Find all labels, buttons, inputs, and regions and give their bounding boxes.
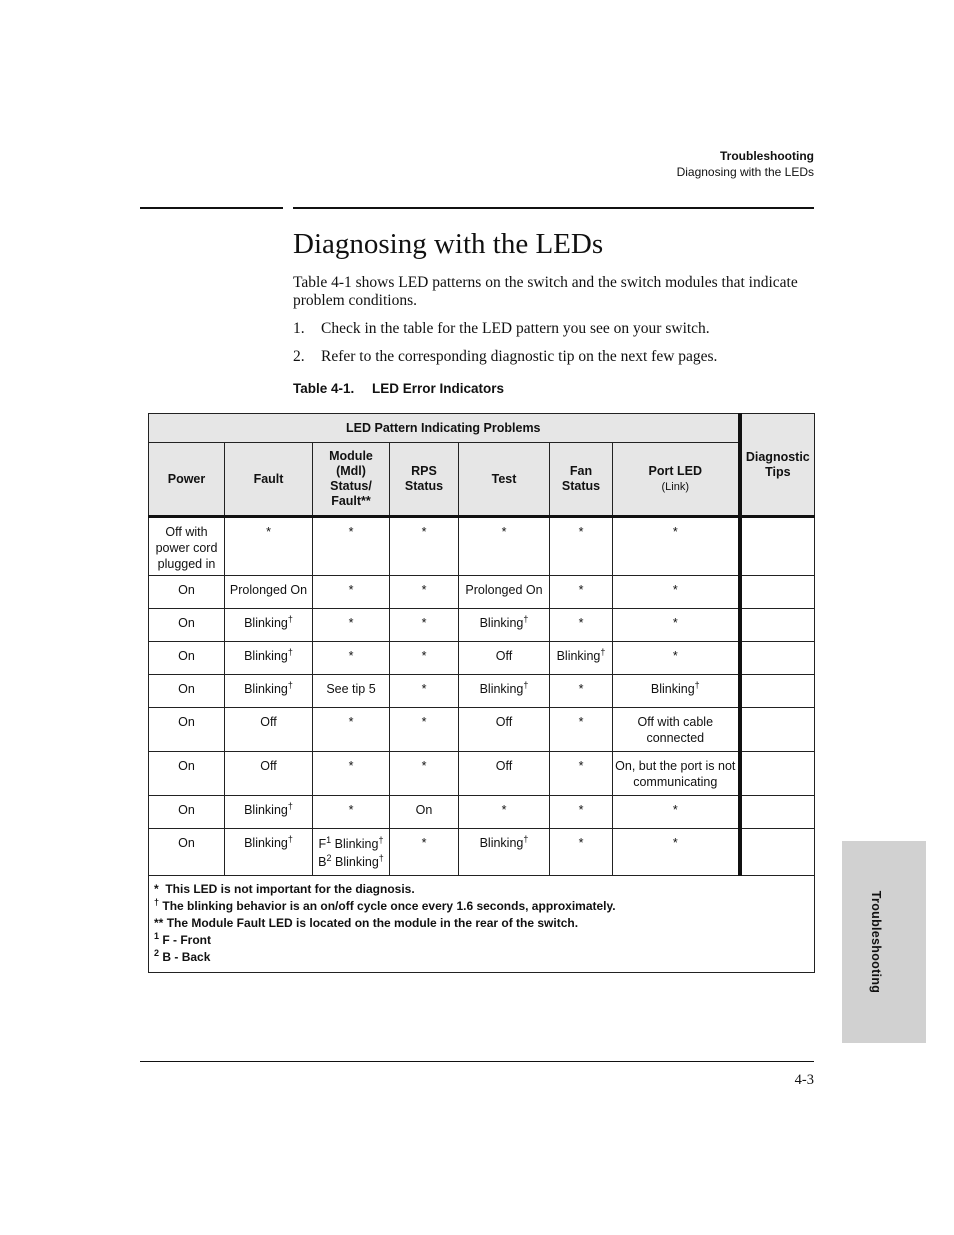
cell-test: Off: [459, 708, 550, 752]
cell-port: *: [613, 796, 740, 829]
cell-test: Off: [459, 642, 550, 675]
cell-power: On: [149, 708, 225, 752]
led-error-table: [148, 413, 815, 973]
table-row: [149, 675, 815, 708]
cell-fan: *: [550, 576, 613, 609]
cell-port: Off with cable connected: [613, 708, 740, 752]
column-header-diagnostic-tips: Diagnostic Tips: [740, 414, 815, 517]
step-item: [293, 320, 710, 338]
cell-rps: *: [390, 675, 459, 708]
table-caption-number: Table 4-1.: [293, 381, 355, 396]
table-row: [149, 576, 815, 609]
chapter-tab: [842, 841, 926, 1043]
table-row: [149, 609, 815, 642]
page-number: 4-3: [794, 1072, 814, 1088]
cell-power: On: [149, 576, 225, 609]
table-row: [149, 829, 815, 876]
cell-port: *: [613, 829, 740, 876]
cell-tips: [740, 752, 815, 796]
cell-rps: *: [390, 829, 459, 876]
cell-fault: Blinking†: [225, 675, 313, 708]
table-row: [149, 796, 815, 829]
cell-port: *: [613, 609, 740, 642]
page-title: Diagnosing with the LEDs: [293, 228, 604, 260]
cell-rps: *: [390, 576, 459, 609]
header-rule-left: [140, 207, 283, 209]
table-row: [149, 517, 815, 576]
footnote: $^2$ B - Back: [154, 948, 211, 964]
cell-tips: [740, 642, 815, 675]
cell-fan: *: [550, 609, 613, 642]
table-row: [149, 642, 815, 675]
header-rule-right: [293, 207, 814, 209]
cell-module: *: [313, 642, 390, 675]
column-header-rps: RPS Status: [390, 443, 459, 517]
cell-rps: *: [390, 517, 459, 576]
cell-fan: *: [550, 796, 613, 829]
cell-module: *: [313, 796, 390, 829]
cell-module: See tip 5: [313, 675, 390, 708]
column-header-port-led: Port LED (Link): [613, 443, 740, 517]
cell-test: Blinking†: [459, 609, 550, 642]
cell-fault: Blinking†: [225, 796, 313, 829]
footnote: $^1$ F - Front: [154, 931, 212, 947]
running-head-subsection: Diagnosing with the LEDs: [676, 165, 814, 179]
cell-tips: [740, 829, 815, 876]
intro-paragraph: Table 4-1 shows LED patterns on the switch and the switch modules that indicate problem conditions.: [293, 274, 798, 309]
cell-test: Off: [459, 752, 550, 796]
footer-rule: [140, 1061, 814, 1062]
cell-module: *: [313, 609, 390, 642]
cell-fan: *: [550, 675, 613, 708]
running-head-section: Troubleshooting: [720, 149, 814, 163]
cell-port: Blinking†: [613, 675, 740, 708]
table-caption: [293, 381, 504, 396]
cell-module: $F^1$ Blinking† $B^2$ Blinking†: [313, 829, 390, 876]
column-header-power: Power: [149, 443, 225, 517]
cell-port: *: [613, 576, 740, 609]
cell-port: *: [613, 517, 740, 576]
cell-tips: [740, 708, 815, 752]
cell-tips: [740, 517, 815, 576]
column-header-fault: Fault: [225, 443, 313, 517]
column-header-fan: Fan Status: [550, 443, 613, 517]
cell-fault: Off: [225, 708, 313, 752]
footnote: † The blinking behavior is an on/off cycle once every 1.6 seconds, approximately.: [154, 897, 616, 913]
cell-power: On: [149, 752, 225, 796]
cell-test: *: [459, 796, 550, 829]
cell-rps: *: [390, 609, 459, 642]
footnote: * This LED is not important for the diagnosis.: [154, 882, 415, 896]
column-header-test: Test: [459, 443, 550, 517]
cell-module: *: [313, 752, 390, 796]
cell-module: *: [313, 708, 390, 752]
cell-fault: Prolonged On: [225, 576, 313, 609]
step-text: Refer to the corresponding diagnostic tip on the next few pages.: [321, 348, 718, 365]
cell-power: On: [149, 675, 225, 708]
cell-tips: [740, 609, 815, 642]
cell-fan: *: [550, 752, 613, 796]
column-header-module: Module (Mdl) Status/ Fault**: [313, 443, 390, 517]
cell-port: On, but the port is not communicating: [613, 752, 740, 796]
cell-port: *: [613, 642, 740, 675]
cell-tips: [740, 796, 815, 829]
cell-fan: *: [550, 517, 613, 576]
cell-power: On: [149, 642, 225, 675]
table-footnotes-row: [149, 876, 815, 973]
table-row: [149, 752, 815, 796]
cell-fault: Blinking†: [225, 642, 313, 675]
cell-rps: *: [390, 642, 459, 675]
footnote: ** The Module Fault LED is located on the module in the rear of the switch.: [154, 916, 579, 930]
cell-test: Prolonged On: [459, 576, 550, 609]
table-row: [149, 708, 815, 752]
step-number: 1.: [293, 320, 305, 337]
cell-fault: Blinking†: [225, 609, 313, 642]
cell-fault: *: [225, 517, 313, 576]
cell-fan: *: [550, 829, 613, 876]
cell-module: *: [313, 576, 390, 609]
cell-test: Blinking†: [459, 829, 550, 876]
table-caption-title: LED Error Indicators: [372, 381, 505, 396]
cell-fan: *: [550, 708, 613, 752]
group-header: LED Pattern Indicating Problems: [149, 414, 740, 443]
cell-rps: *: [390, 752, 459, 796]
table-footnotes: [149, 876, 815, 973]
cell-tips: [740, 576, 815, 609]
cell-module: *: [313, 517, 390, 576]
cell-rps: On: [390, 796, 459, 829]
cell-fan: Blinking†: [550, 642, 613, 675]
cell-rps: *: [390, 708, 459, 752]
cell-test: Blinking†: [459, 675, 550, 708]
cell-power: On: [149, 796, 225, 829]
step-number: 2.: [293, 348, 305, 365]
cell-power: On: [149, 609, 225, 642]
cell-test: *: [459, 517, 550, 576]
cell-fault: Off: [225, 752, 313, 796]
cell-power: On: [149, 829, 225, 876]
cell-tips: [740, 675, 815, 708]
cell-power: Off with power cord plugged in: [149, 517, 225, 576]
cell-fault: Blinking†: [225, 829, 313, 876]
running-head: [677, 148, 814, 180]
step-text: Check in the table for the LED pattern you see on your switch.: [321, 320, 710, 337]
step-item: [293, 348, 717, 366]
chapter-tab-label: Troubleshooting: [869, 890, 883, 994]
